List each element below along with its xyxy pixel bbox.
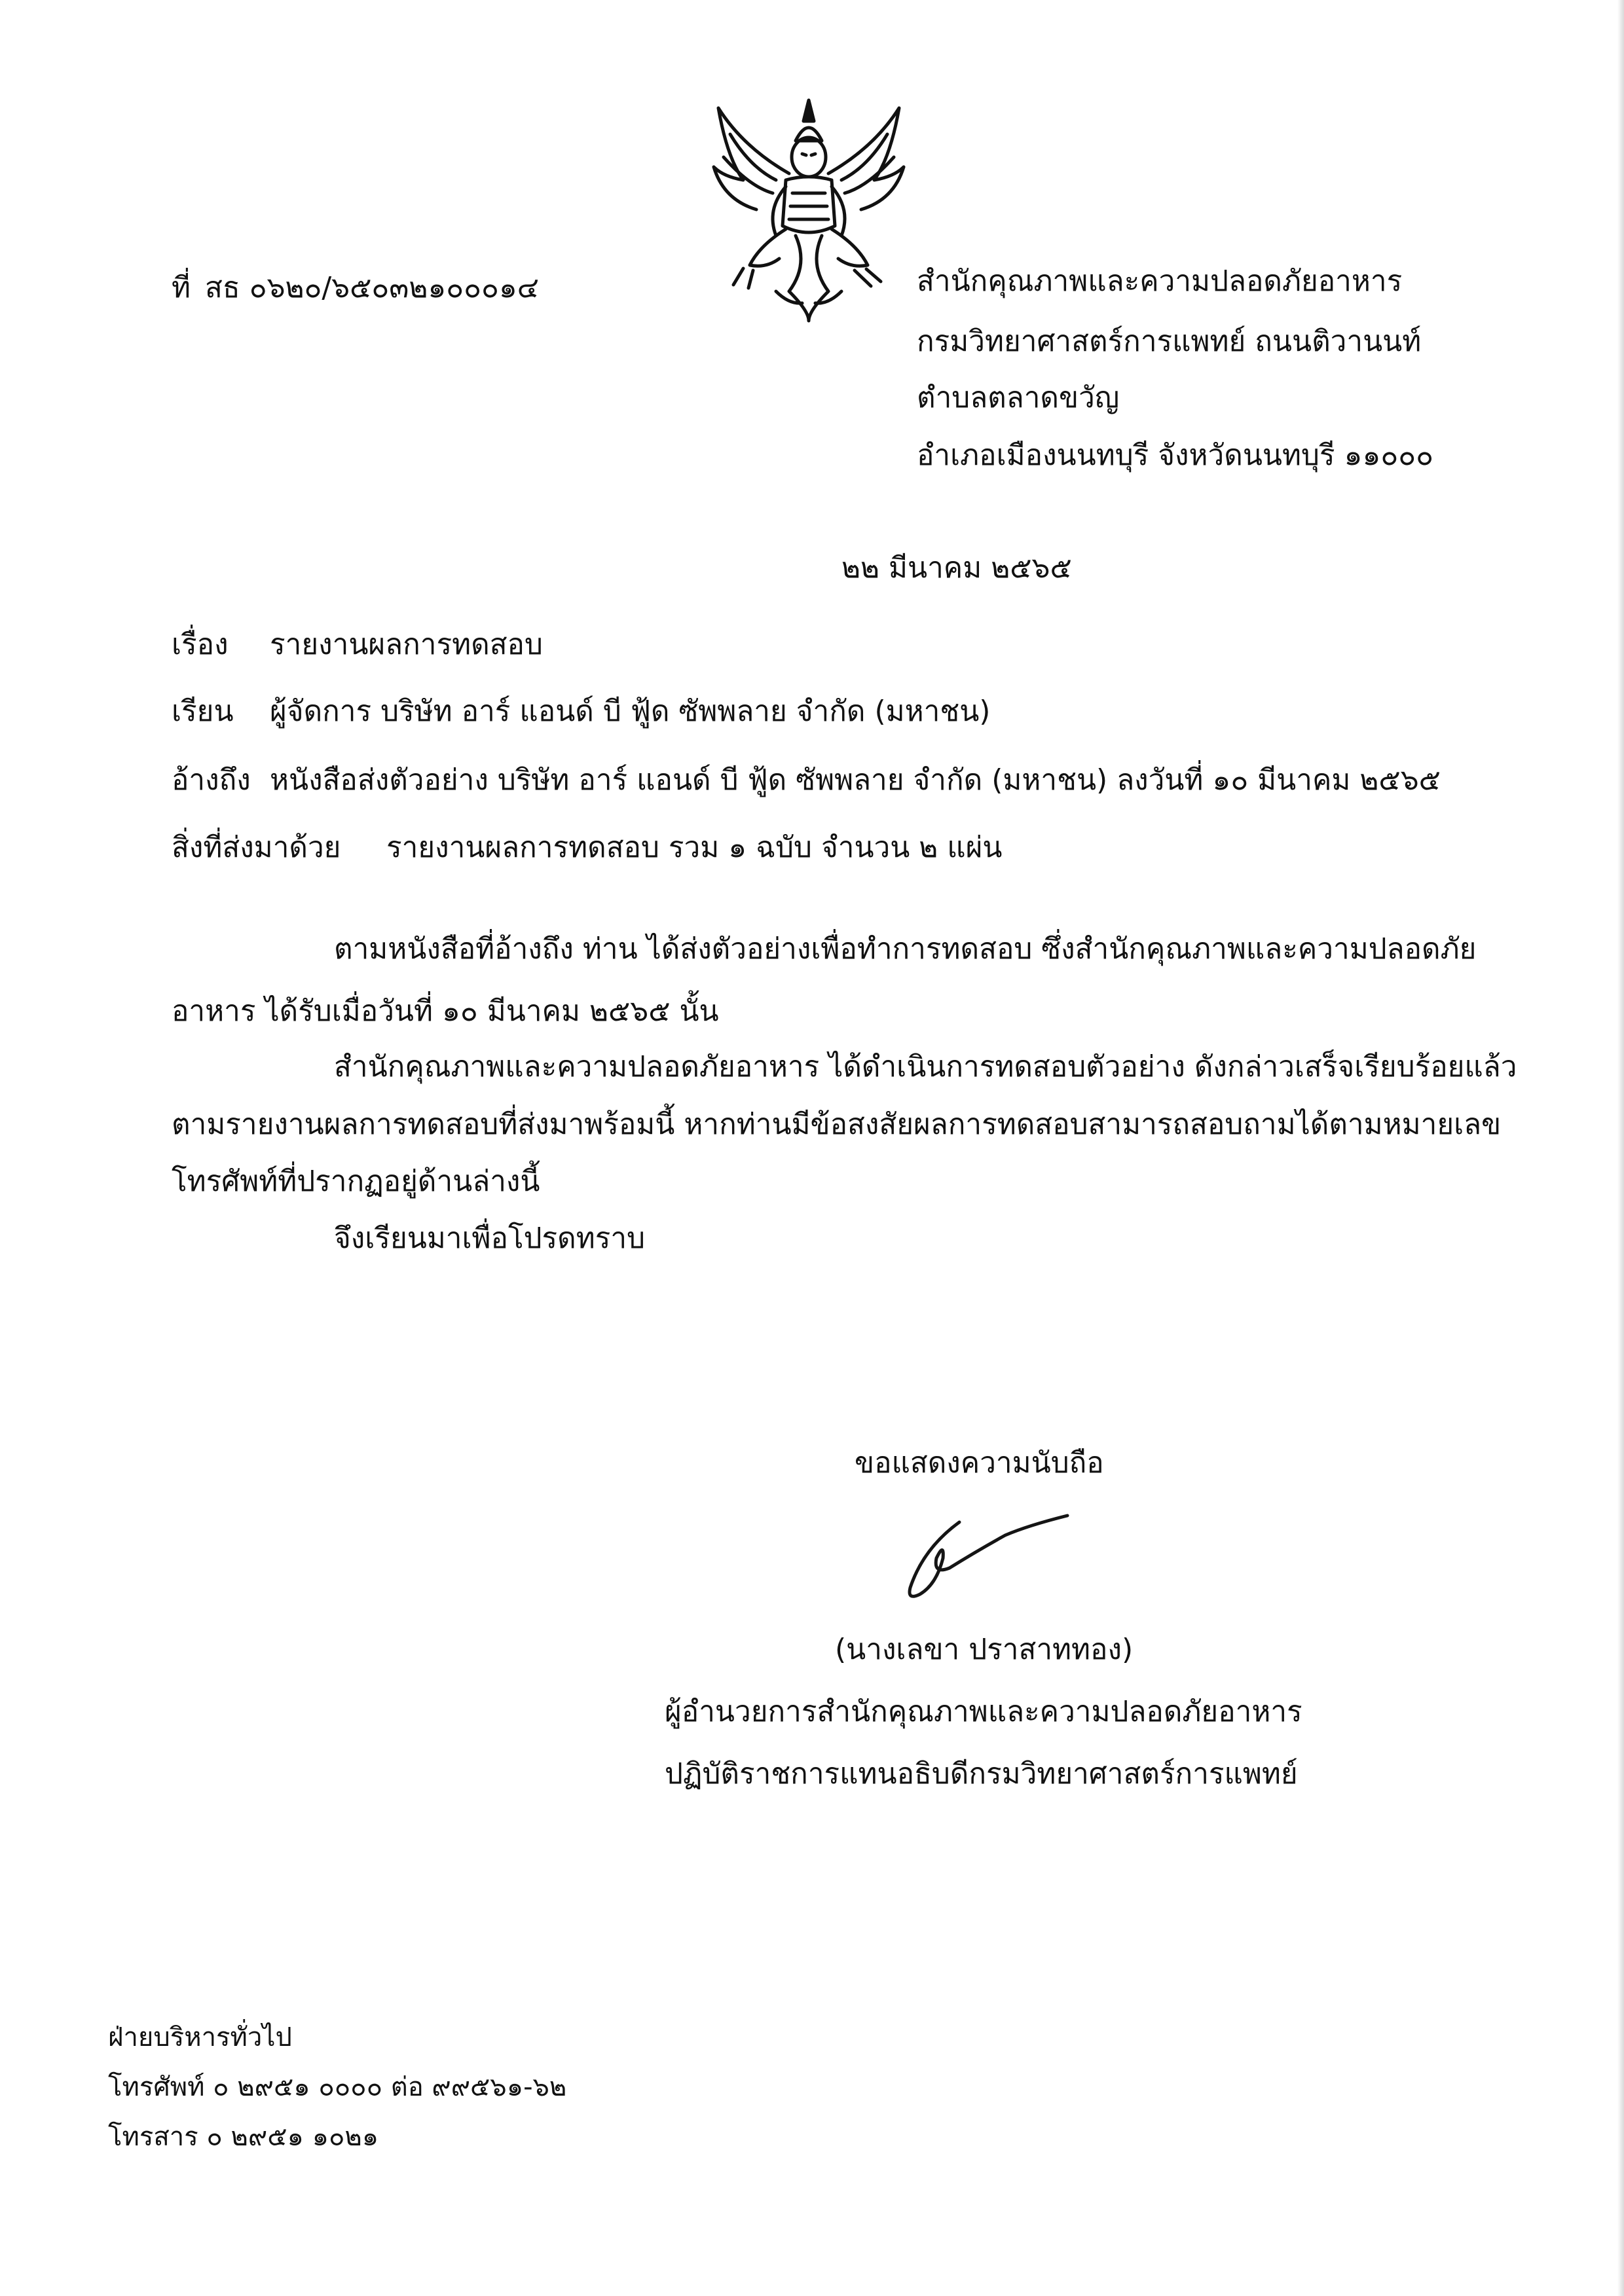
garuda-emblem-icon — [704, 95, 913, 324]
footer-phone: โทรศัพท์ ๐ ๒๙๕๑ ๐๐๐๐ ต่อ ๙๙๕๖๑-๖๒ — [108, 2072, 567, 2102]
body-paragraph-line: จึงเรียนมาเพื่อโปรดทราบ — [334, 1222, 646, 1255]
subject-label: เรื่อง — [172, 628, 229, 661]
reference-label: อ้างถึง — [172, 763, 251, 797]
reference-text: หนังสือส่งตัวอย่าง บริษัท อาร์ แอนด์ บี ฟู้ด ซัพพลาย จำกัด (มหาชน) ลงวันที่ ๑๐ มีนาคม ๒๕๖๕ — [270, 763, 1441, 797]
signer-title: ปฏิบัติราชการแทนอธิบดีกรมวิทยาศาสตร์การแพทย์ — [665, 1757, 1298, 1791]
agency-line: สำนักคุณภาพและความปลอดภัยอาหาร — [917, 264, 1403, 298]
enclosure-text: รายงานผลการทดสอบ รวม ๑ ฉบับ จำนวน ๒ แผ่น — [386, 831, 1003, 864]
scan-edge-shadow — [1617, 0, 1624, 2296]
body-paragraph-line: โทรศัพท์ที่ปรากฏอยู่ด้านล่างนี้ — [172, 1165, 540, 1198]
agency-line: อำเภอเมืองนนทบุรี จังหวัดนนทบุรี ๑๑๐๐๐ — [917, 439, 1433, 472]
agency-line: กรมวิทยาศาสตร์การแพทย์ ถนนติวานนท์ — [917, 325, 1422, 358]
closing-salutation: ขอแสดงความนับถือ — [855, 1446, 1104, 1480]
enclosure-label: สิ่งที่ส่งมาด้วย — [172, 831, 341, 864]
subject-text: รายงานผลการทดสอบ — [270, 628, 543, 661]
handwritten-signature-icon — [897, 1496, 1094, 1607]
recipient-label: เรียน — [172, 695, 234, 728]
recipient-text: ผู้จัดการ บริษัท อาร์ แอนด์ บี ฟู้ด ซัพพลาย จำกัด (มหาชน) — [270, 695, 991, 728]
body-paragraph-line: สำนักคุณภาพและความปลอดภัยอาหาร ได้ดำเนินการทดสอบตัวอย่าง ดังกล่าวเสร็จเรียบร้อยแล้ว — [334, 1050, 1517, 1084]
body-paragraph-line: ตามหนังสือที่อ้างถึง ท่าน ได้ส่งตัวอย่างเพื่อทำการทดสอบ ซึ่งสำนักคุณภาพและความปลอดภัย — [334, 932, 1477, 966]
letter-date: ๒๒ มีนาคม ๒๕๖๕ — [841, 551, 1072, 585]
signer-title: ผู้อำนวยการสำนักคุณภาพและความปลอดภัยอาหาร — [665, 1695, 1302, 1728]
reference-number: สธ ๐๖๒๐/๖๕๐๓๒๑๐๐๐๑๔ — [205, 271, 540, 304]
agency-line: ตำบลตลาดขวัญ — [917, 381, 1120, 414]
footer-department: ฝ่ายบริหารทั่วไป — [108, 2022, 292, 2052]
signer-name: (นางเลขา ปราสาททอง) — [835, 1633, 1134, 1666]
reference-number-row — [172, 268, 539, 308]
reference-number-label: ที่ — [172, 271, 191, 304]
body-paragraph-line: อาหาร ได้รับเมื่อวันที่ ๑๐ มีนาคม ๒๕๖๕ นั้น — [172, 994, 719, 1028]
body-paragraph-line: ตามรายงานผลการทดสอบที่ส่งมาพร้อมนี้ หากท่านมีข้อสงสัยผลการทดสอบสามารถสอบถามได้ตามหมายเลข — [172, 1108, 1502, 1141]
footer-fax: โทรสาร ๐ ๒๙๕๑ ๑๐๒๑ — [108, 2122, 379, 2152]
